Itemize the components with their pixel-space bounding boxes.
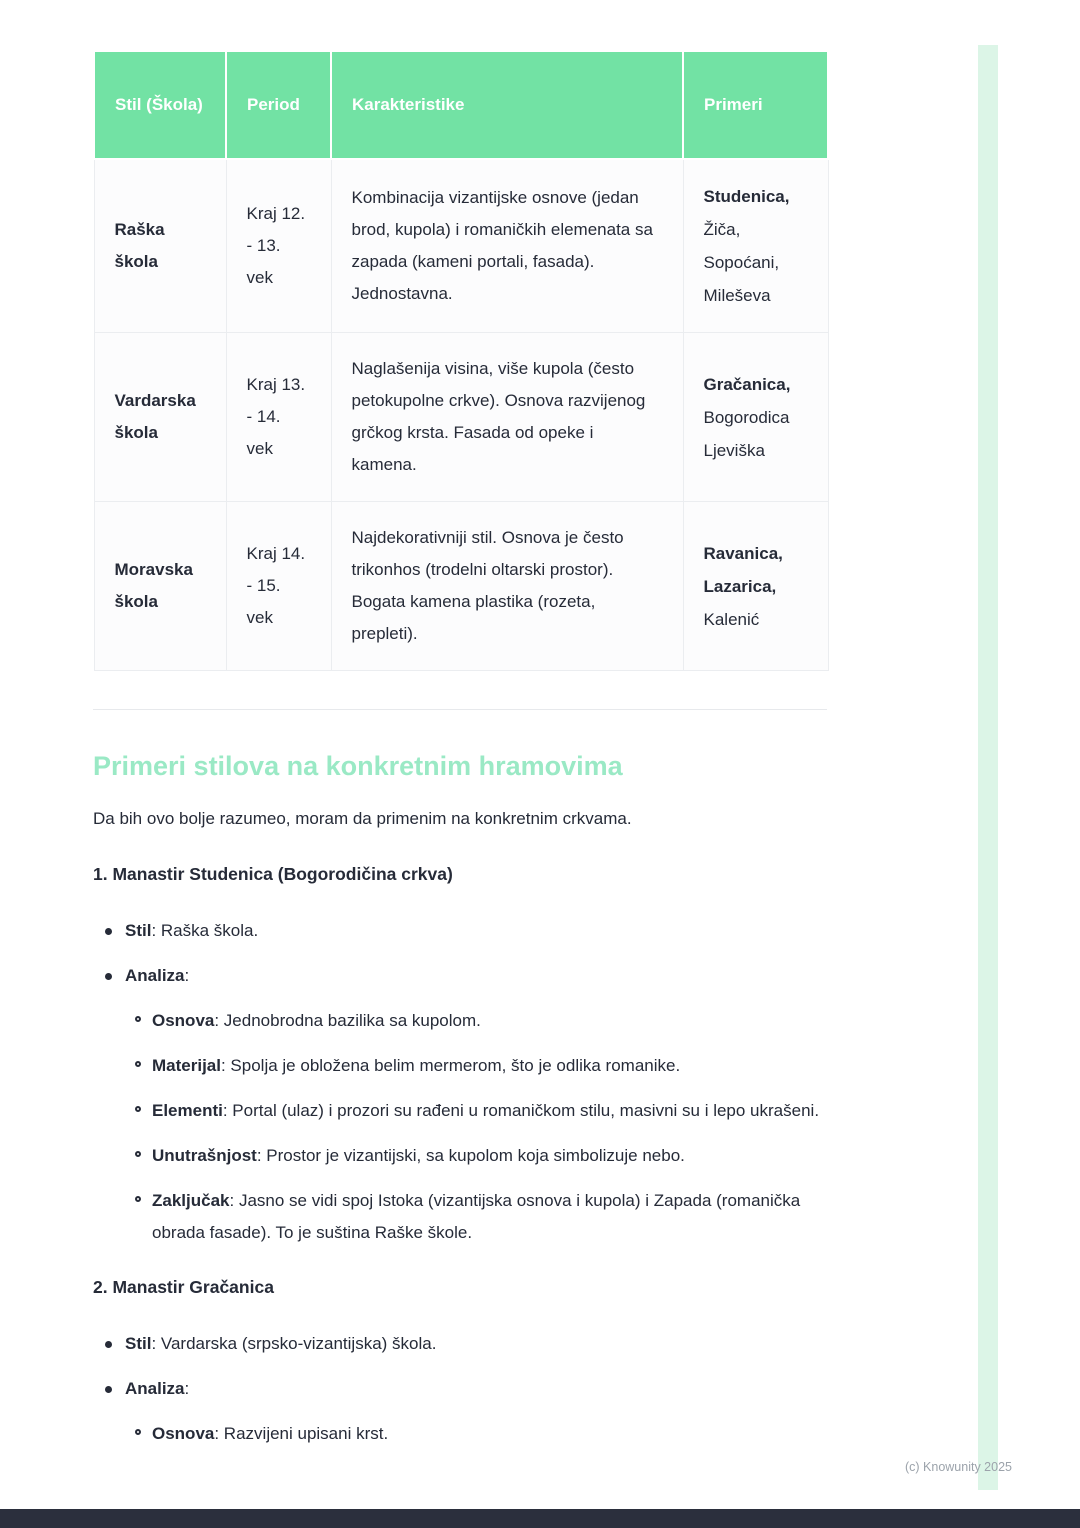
example-name: Bogorodica Ljeviška bbox=[703, 407, 790, 460]
list-subitem bbox=[135, 1140, 933, 1172]
table-header-row bbox=[94, 51, 828, 159]
column-header-primeri: Primeri bbox=[683, 51, 828, 159]
list-subitem bbox=[135, 1005, 933, 1037]
item-label: Analiza bbox=[125, 966, 185, 986]
table-row-raska bbox=[94, 159, 828, 333]
circle-bullet-icon bbox=[135, 1106, 141, 1112]
example-name: Sopoćani, bbox=[703, 253, 780, 272]
circle-bullet-icon bbox=[135, 1196, 141, 1202]
list-item bbox=[93, 1373, 933, 1405]
item-text-block bbox=[152, 1185, 852, 1249]
cell-school: Raška škola bbox=[94, 159, 226, 333]
table-row-moravska bbox=[94, 502, 828, 671]
footer-credit: (c) Knowunity 2025 bbox=[904, 1460, 1012, 1474]
item-label: Stil bbox=[125, 921, 152, 941]
item-text: : Razvijeni upisani krst. bbox=[214, 1424, 389, 1444]
circle-bullet-icon bbox=[135, 1429, 141, 1435]
architecture-styles-table bbox=[93, 50, 829, 671]
cell-examples bbox=[683, 159, 828, 333]
item-text: : Portal (ulaz) i prozori su rađeni u romaničkom stilu, masivni su i lepo ukrašeni. bbox=[222, 1101, 820, 1121]
example-name: Gračanica, bbox=[703, 374, 791, 394]
bullet-icon bbox=[105, 973, 112, 980]
item-text-block bbox=[125, 960, 189, 992]
item-label: Elementi bbox=[152, 1101, 223, 1121]
section-title: Primeri stilova na konkretnim hramovima bbox=[93, 751, 623, 781]
cell-school: Vardarska škola bbox=[94, 333, 226, 502]
bullet-icon bbox=[105, 1341, 112, 1348]
item-text-block bbox=[125, 1328, 436, 1360]
bullet-icon bbox=[105, 928, 112, 935]
list-subitem bbox=[135, 1050, 933, 1082]
list-subitem bbox=[135, 1095, 933, 1127]
item-text: : bbox=[184, 1379, 190, 1399]
item-text: : Spolja je obložena belim mermerom, što je odlika romanike. bbox=[220, 1056, 681, 1076]
example-name: Ravanica, bbox=[703, 543, 783, 563]
table-row-vardarska bbox=[94, 333, 828, 502]
item-label: Osnova bbox=[152, 1424, 215, 1444]
item-text-block bbox=[152, 1095, 819, 1127]
item-text: : Raška škola. bbox=[151, 921, 259, 941]
item-text-block bbox=[152, 1418, 388, 1450]
item-text: : Jasno se vidi spoj Istoka (vizantijska osnova i kupola) i Zapada (romanička obrada fasade). To je suština Raške škole. bbox=[152, 1191, 801, 1243]
item-text: : Jednobrodna bazilika sa kupolom. bbox=[214, 1011, 481, 1031]
intro-paragraph: Da bih ovo bolje razumeo, moram da primenim na konkretnim crkvama. bbox=[93, 809, 632, 829]
page-bottom-edge bbox=[0, 1509, 1080, 1528]
item-text: : bbox=[184, 966, 190, 986]
cell-period: Kraj 12. - 13. vek bbox=[226, 159, 331, 333]
section-divider bbox=[93, 709, 827, 710]
cell-examples bbox=[683, 502, 828, 671]
cell-characteristics: Kombinacija vizantijske osnove (jedan brod, kupola) i romaničkih elemenata sa zapada (kameni portali, fasada). Jednostavna. bbox=[331, 159, 683, 333]
bullet-icon bbox=[105, 1386, 112, 1393]
item-label: Analiza bbox=[125, 1379, 185, 1399]
list-subitem bbox=[135, 1418, 933, 1450]
right-accent-strip bbox=[978, 45, 998, 1490]
subsection-heading-studenica: 1. Manastir Studenica (Bogorodičina crkva) bbox=[93, 864, 453, 885]
item-text: : Vardarska (srpsko-vizantijska) škola. bbox=[151, 1334, 437, 1354]
page-content bbox=[93, 50, 933, 1478]
example-name: Studenica, bbox=[703, 187, 790, 206]
item-label: Osnova bbox=[152, 1011, 215, 1031]
cell-examples bbox=[683, 333, 828, 502]
item-text-block bbox=[152, 1005, 481, 1037]
list-item bbox=[93, 1328, 933, 1360]
item-text: : Prostor je vizantijski, sa kupolom koja simbolizuje nebo. bbox=[256, 1146, 685, 1166]
item-text-block bbox=[152, 1140, 685, 1172]
item-text-block bbox=[125, 915, 258, 947]
bullet-list-gracanica bbox=[93, 1328, 933, 1450]
list-subitem bbox=[135, 1185, 933, 1249]
example-name: Kalenić bbox=[703, 609, 760, 629]
item-text-block bbox=[125, 1373, 189, 1405]
list-item bbox=[93, 915, 933, 947]
subsection-heading-gracanica: 2. Manastir Gračanica bbox=[93, 1277, 274, 1298]
item-label: Zaključak bbox=[152, 1191, 230, 1211]
example-name: Lazarica, bbox=[703, 576, 777, 596]
example-name: Žiča, bbox=[703, 220, 741, 239]
item-label: Unutrašnjost bbox=[152, 1146, 257, 1166]
bullet-list-studenica bbox=[93, 915, 933, 1249]
circle-bullet-icon bbox=[135, 1061, 141, 1067]
cell-characteristics: Naglašenija visina, više kupola (često petokupolne crkve). Osnova razvijenog grčkog krsta. Fasada od opeke i kamena. bbox=[331, 333, 683, 502]
example-name: Mileševa bbox=[703, 286, 771, 305]
cell-period: Kraj 13. - 14. vek bbox=[226, 333, 331, 502]
circle-bullet-icon bbox=[135, 1151, 141, 1157]
item-text-block bbox=[152, 1050, 680, 1082]
cell-characteristics: Najdekorativniji stil. Osnova je često trikonhos (trodelni oltarski prostor). Bogata kamena plastika (rozeta, prepleti). bbox=[331, 502, 683, 671]
item-label: Materijal bbox=[152, 1056, 221, 1076]
column-header-karakteristike: Karakteristike bbox=[331, 51, 683, 159]
cell-period: Kraj 14. - 15. vek bbox=[226, 502, 331, 671]
item-label: Stil bbox=[125, 1334, 152, 1354]
column-header-stil: Stil (Škola) bbox=[94, 51, 226, 159]
cell-school: Moravska škola bbox=[94, 502, 226, 671]
circle-bullet-icon bbox=[135, 1016, 141, 1022]
column-header-period: Period bbox=[226, 51, 331, 159]
list-item bbox=[93, 960, 933, 992]
